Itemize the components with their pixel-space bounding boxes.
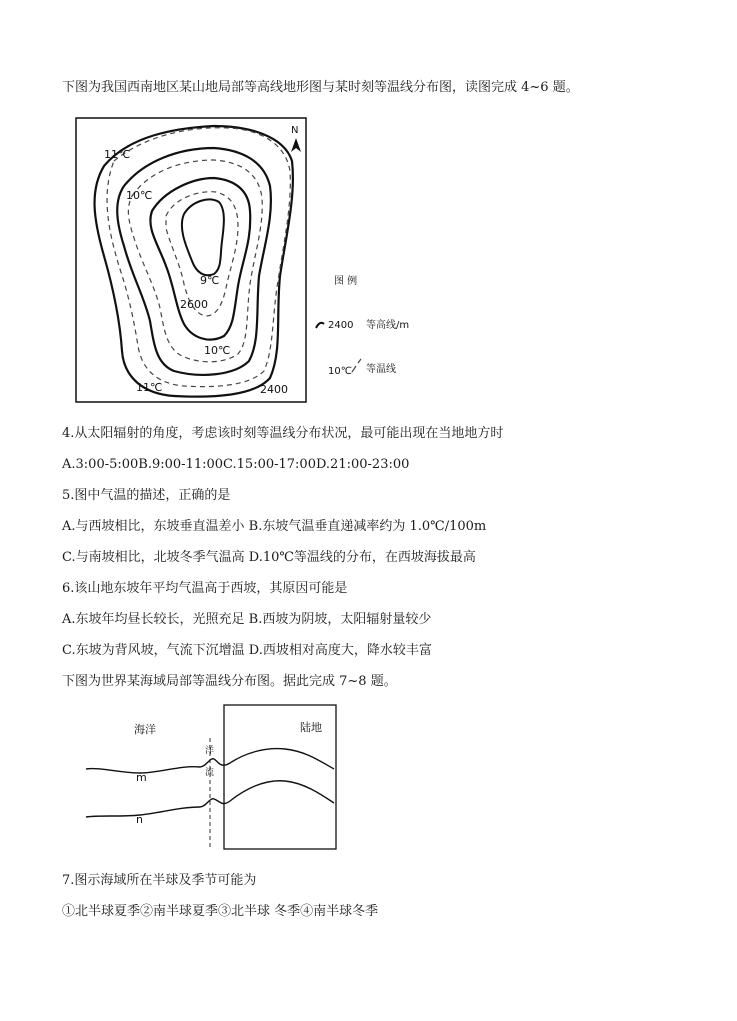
svg-text:N: N xyxy=(291,125,299,136)
intro-text-2: 下图为世界某海域局部等温线分布图。据此完成 7~8 题。 xyxy=(62,674,397,689)
legend-contour-sample xyxy=(316,323,324,328)
question-7-options: ①北半球夏季②南半球夏季③北半球 冬季④南半球冬季 xyxy=(62,904,379,919)
legend-isotherm-label: 等温线 xyxy=(366,364,396,375)
isotherm-label-10-bottom: 10℃ xyxy=(204,344,231,357)
question-5-stem: 5.图中气温的描述，正确的是 xyxy=(62,488,231,503)
question-6-stem: 6.该山地东坡年平均气温高于西坡，其原因可能是 xyxy=(62,581,348,596)
question-6-options-cd: C.东坡为背风坡，气流下沉增温 D.西坡相对高度大，降水较丰富 xyxy=(62,643,432,658)
question-5-options-cd: C.与南坡相比，北坡冬季气温高 D.10℃等温线的分布，在西坡海拔最高 xyxy=(62,550,476,565)
contour-label-2400: 2400 xyxy=(260,383,288,396)
legend-contour-label: 等高线/m xyxy=(366,320,410,331)
current-label-1: 洋 xyxy=(205,746,215,756)
isotherm-label-11-bottom: 11℃ xyxy=(136,381,163,394)
land-label: 陆地 xyxy=(300,721,322,734)
intro-text-1: 下图为我国西南地区某山地局部等高线地形图与某时刻等温线分布图，读图完成 4~6 题。 xyxy=(62,80,579,95)
isotherm-m-label: m xyxy=(136,771,147,784)
question-5-options-ab: A.与西坡相比，东坡垂直温差小 B.东坡气温垂直递减率约为 1.0℃/100m xyxy=(62,519,487,534)
isotherm-label-10-top: 10℃ xyxy=(126,189,153,202)
ocean-label: 海洋 xyxy=(134,723,156,736)
legend-isotherm-sample xyxy=(352,359,361,372)
question-6-options-ab: A.东坡年均昼长较长，光照充足 B.西坡为阴坡，太阳辐射量较少 xyxy=(62,612,432,627)
question-4-options: A.3:00-5:00B.9:00-11:00C.15:00-17:00D.21:00-23:00 xyxy=(62,457,410,472)
legend-contour-value: 2400 xyxy=(328,320,354,331)
sea-isotherm-diagram xyxy=(80,703,340,853)
isotherm-label-9: 9℃ xyxy=(200,274,220,287)
legend-isotherm-value: 10℃ xyxy=(328,366,352,377)
contour-isotherm-map xyxy=(74,116,414,406)
isotherm-n-label: n xyxy=(136,813,143,826)
question-7-stem: 7.图示海域所在半球及季节可能为 xyxy=(62,873,257,888)
legend-title: 图 例 xyxy=(334,276,358,287)
isotherm-label-11-top: 11℃ xyxy=(104,148,131,161)
contour-label-2600: 2600 xyxy=(180,298,208,311)
question-4-stem: 4.从太阳辐射的角度，考虑该时刻等温线分布状况，最可能出现在当地地方时 xyxy=(62,426,504,441)
current-label-2: 流 xyxy=(205,768,215,778)
